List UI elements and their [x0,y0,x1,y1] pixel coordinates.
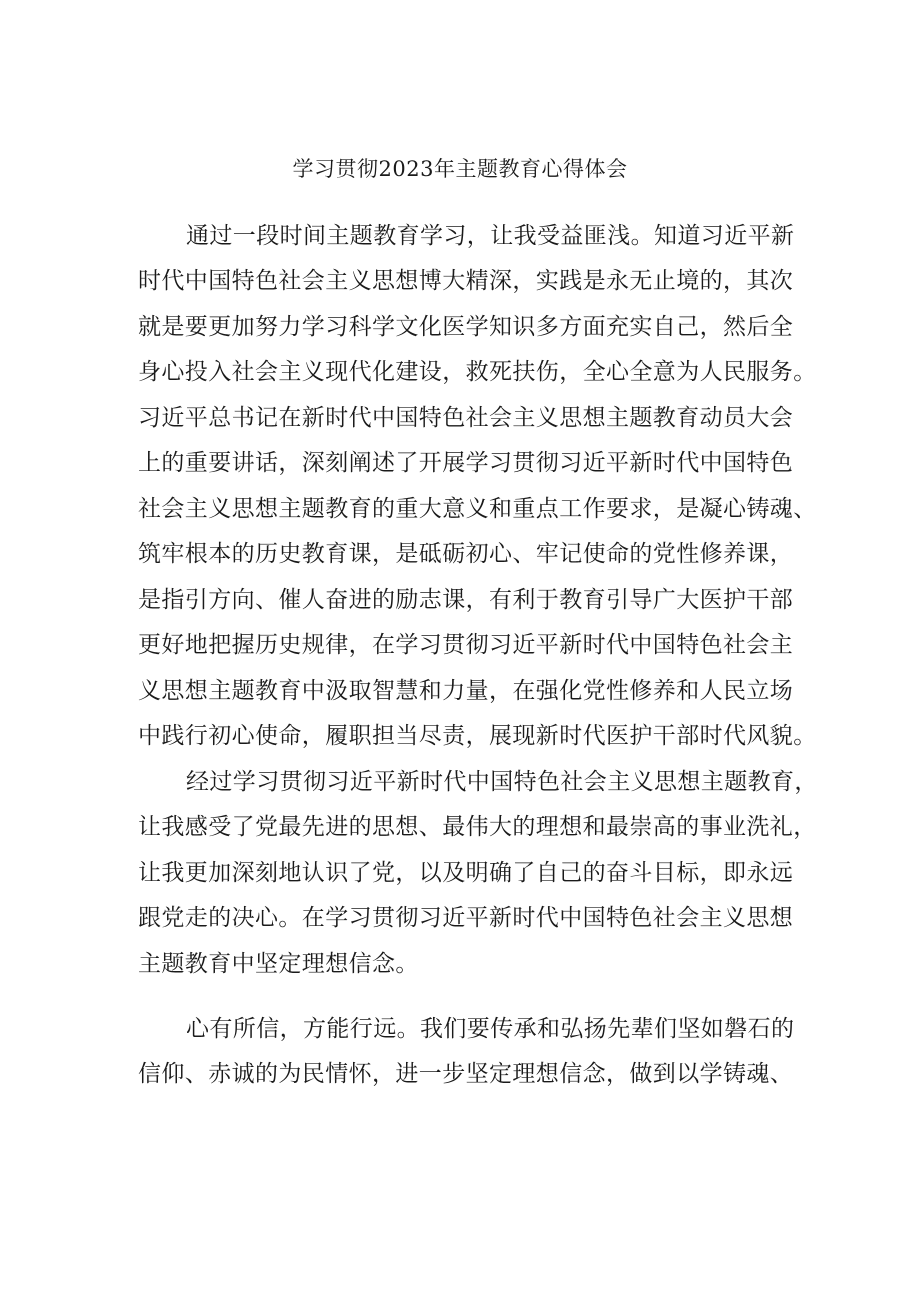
paragraph-1-line-3: 就是要更加努力学习科学文化医学知识多方面充实自己，然后全 [138,314,794,340]
paragraph-1-line-11: 义思想主题教育中汲取智慧和力量，在强化党性修养和人民立场 [138,678,794,704]
paragraph-1-line-9: 是指引方向、催人奋进的励志课，有利于教育引导广大医护干部 [138,587,794,613]
paragraph-1-line-4: 身心投入社会主义现代化建设，救死扶伤，全心全意为人民服务。 [138,359,817,385]
paragraph-1-line-5: 习近平总书记在新时代中国特色社会主义思想主题教育动员大会 [138,405,794,431]
paragraph-2-line-1: 经过学习贯彻习近平新时代中国特色社会主义思想主题教育， [186,769,818,795]
paragraph-3-line-2: 信仰、赤诚的为民情怀，进一步坚定理想信念，做到以学铸魂、 [138,1061,794,1087]
paragraph-2-line-5: 主题教育中坚定理想信念。 [138,951,419,977]
paragraph-1-line-6: 上的重要讲话，深刻阐述了开展学习贯彻习近平新时代中国特色 [138,450,794,476]
paragraph-2-line-2: 让我感受了党最先进的思想、最伟大的理想和最崇高的事业洗礼， [138,814,817,840]
paragraph-1-line-7: 社会主义思想主题教育的重大意义和重点工作要求，是凝心铸魂、 [138,496,817,522]
paragraph-3-line-1: 心有所信，方能行远。我们要传承和弘扬先辈们坚如磐石的 [186,1016,795,1042]
document-title: 学习贯彻2023年主题教育心得体会 [292,157,628,181]
paragraph-1-line-10: 更好地把握历史规律，在学习贯彻习近平新时代中国特色社会主 [138,632,794,658]
paragraph-1-line-1: 通过一段时间主题教育学习，让我受益匪浅。知道习近平新 [186,223,795,249]
paragraph-1-line-8: 筑牢根本的历史教育课，是砥砺初心、牢记使命的党性修养课， [138,541,794,567]
paragraph-1-line-12: 中践行初心使命，履职担当尽责，展现新时代医护干部时代风貌。 [138,723,817,749]
paragraph-1-line-2: 时代中国特色社会主义思想博大精深，实践是永无止境的，其次 [138,268,794,294]
paragraph-2-line-3: 让我更加深刻地认识了党，以及明确了自己的奋斗目标，即永远 [138,860,794,886]
paragraph-2-line-4: 跟党走的决心。在学习贯彻习近平新时代中国特色社会主义思想 [138,905,794,931]
